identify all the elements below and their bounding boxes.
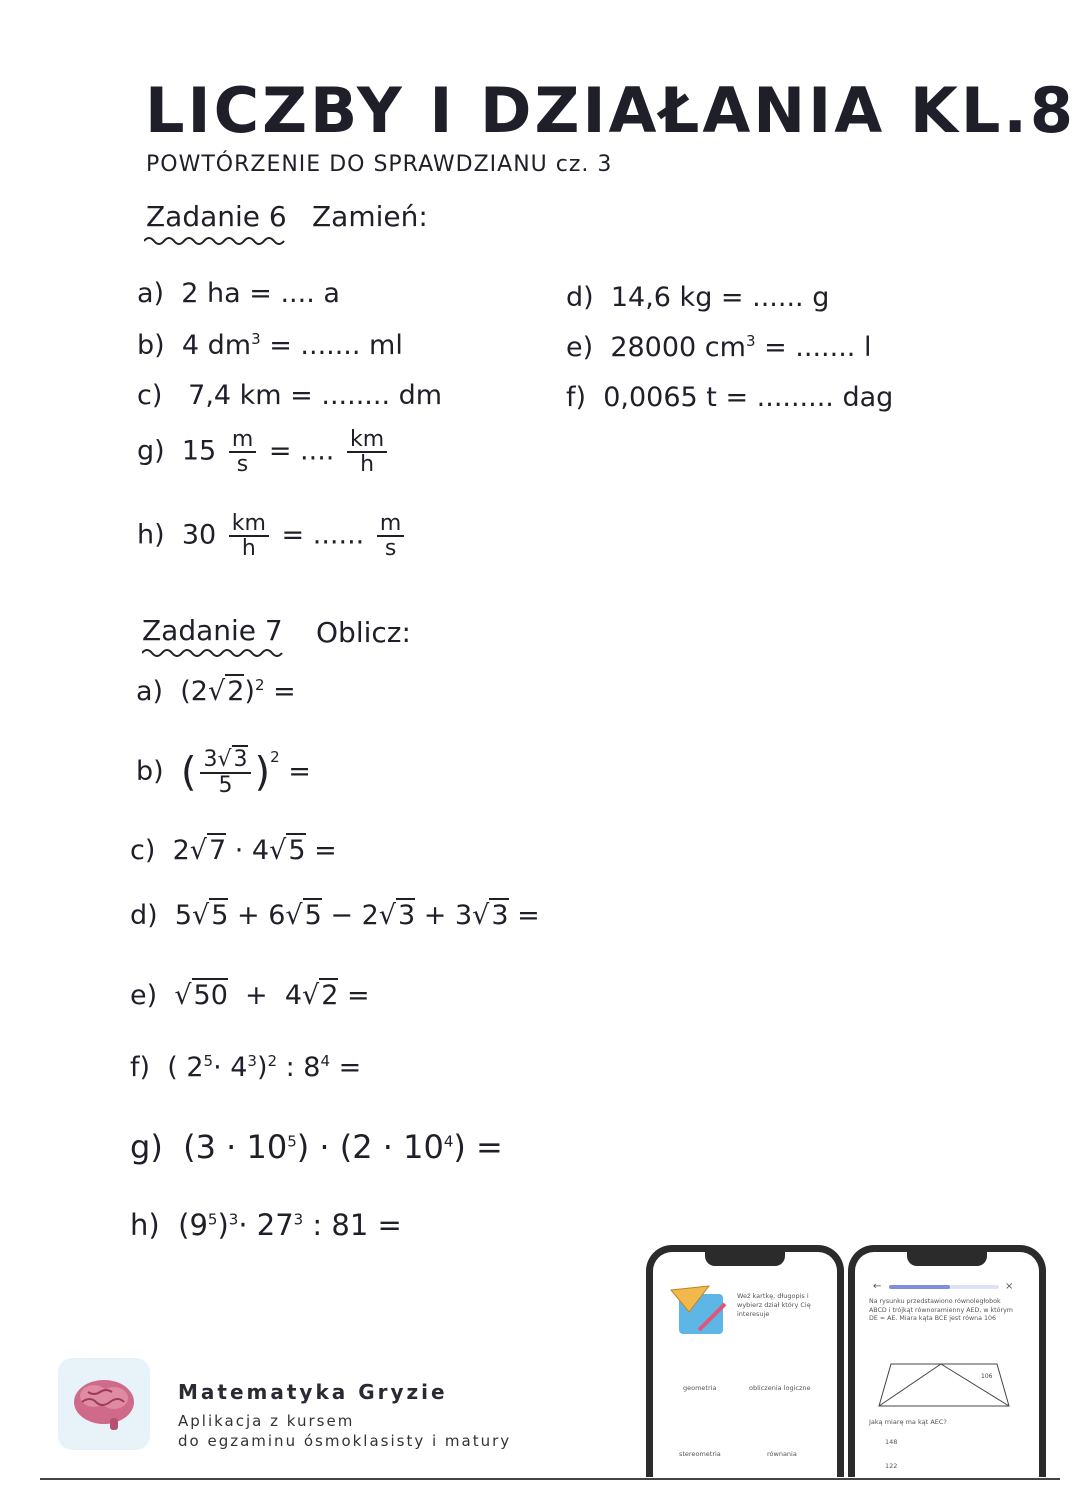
item-label: g) <box>130 1128 163 1166</box>
item-label: g) <box>137 435 165 467</box>
task7-item-c: c) 2√7 · 4√5 = <box>130 835 337 866</box>
item-label: d) <box>566 282 594 313</box>
item-label: a) <box>136 676 164 707</box>
task6-item-f <box>566 382 893 413</box>
footer-divider <box>40 1478 1060 1480</box>
item-number: 30 <box>181 519 217 551</box>
task7-instruction: Oblicz: <box>316 616 411 649</box>
phone2-question: Jaką miarę ma kąt AEC? <box>869 1418 947 1426</box>
unit-fraction: $\frac{km}{h}$ <box>347 428 387 476</box>
phone-notch <box>907 1252 987 1266</box>
item-number: 15 <box>181 435 217 467</box>
answer-option-1[interactable]: 148 <box>885 1438 898 1446</box>
task6-item-e <box>566 332 871 363</box>
task6-underline <box>144 236 286 246</box>
task7-heading: Zadanie 7 <box>142 614 283 647</box>
task7-item-b: b) ( $\frac{3√3}{5}$ )$^2$ = <box>136 747 311 798</box>
task7-underline <box>142 648 284 658</box>
item-exponent: 3 <box>251 330 261 348</box>
item-label: e) <box>130 980 158 1011</box>
task7-item-f: f) ( $2^5\cdot 4^3)^2$ : $8^4$ = <box>130 1052 362 1083</box>
phone1-text: Weź kartkę, długopis i wybierz dział który Cię interesuje <box>737 1292 811 1318</box>
item-expression: 2 ha = .... a <box>181 278 340 309</box>
item-label: b) <box>136 756 164 787</box>
unit-fraction: $\frac{km}{h}$ <box>229 512 269 560</box>
brand-tagline-2: do egzaminu ósmoklasisty i matury <box>178 1432 512 1450</box>
task7-item-e: e) √50 + 4√2 = <box>130 980 370 1011</box>
item-label: f) <box>130 1052 151 1083</box>
task7-item-a: a) $(2√2)^2$ = <box>136 676 296 707</box>
task6-heading: Zadanie 6 <box>146 200 287 233</box>
item-expression: 0,0065 t = ......... dag <box>603 382 894 413</box>
sqrt: 2 <box>227 676 245 707</box>
close-icon[interactable]: × <box>1005 1281 1014 1292</box>
tile-stereometria[interactable]: stereometria <box>679 1450 721 1458</box>
phone-notch <box>705 1252 785 1266</box>
item-label: b) <box>137 330 165 361</box>
brain-logo-icon <box>58 1358 150 1450</box>
item-expression: 7,4 km = ........ dm <box>188 380 443 411</box>
item-label: h) <box>130 1208 160 1242</box>
task6-instruction: Zamień: <box>312 200 428 233</box>
item-label: c) <box>137 380 163 411</box>
angle-label: 106 <box>981 1373 993 1380</box>
brand-tagline-1: Aplikacja z kursem <box>178 1412 355 1430</box>
item-rest: = ....... l <box>755 332 872 363</box>
task7-item-d: d) 5√5 + 6√5 − 2√3 + 3√3 = <box>130 900 540 931</box>
item-rest: = ....... ml <box>260 330 403 361</box>
item-label: d) <box>130 900 158 931</box>
tile-geometria[interactable]: geometria <box>683 1384 717 1392</box>
item-label: a) <box>137 278 165 309</box>
phone2-text: Na rysunku przedstawiono równoległobok ABCD i trójkąt równoramienny AED, w którym DE = AE. Miara kąta BCE jest równa 106 <box>869 1298 1013 1322</box>
item-label: h) <box>137 519 165 551</box>
item-equals: = ...... <box>281 519 373 551</box>
item-base: 28000 cm <box>610 332 746 363</box>
task6-item-h <box>137 512 408 560</box>
phone-mockup-1 <box>646 1245 844 1477</box>
item-base: 4 dm <box>181 330 252 361</box>
task6-item-a <box>137 278 340 309</box>
unit-fraction: $\frac{m}{s}$ <box>229 428 256 476</box>
progress-fill <box>889 1285 950 1289</box>
tile-rownania[interactable]: równania <box>767 1450 797 1458</box>
task6-item-d <box>566 282 829 313</box>
item-label: c) <box>130 835 156 866</box>
task7-item-h: h) $(9^5)^3\cdot 27^3$ : 81 = <box>130 1208 402 1242</box>
item-label: f) <box>566 382 587 413</box>
tile-obliczenia[interactable]: obliczenia logiczne <box>749 1384 811 1392</box>
back-arrow-icon[interactable]: ← <box>873 1281 882 1292</box>
item-expression: 14,6 kg = ...... g <box>610 282 830 313</box>
task7-item-g: g) $(3 \cdot 10^5) \cdot (2 \cdot 10^4)$ = <box>130 1128 503 1166</box>
unit-fraction: $\frac{m}{s}$ <box>377 512 404 560</box>
phone-mockup-2 <box>848 1245 1046 1477</box>
task6-item-g <box>137 428 391 476</box>
fraction: $\frac{3√3}{5}$ <box>200 748 250 796</box>
page-subtitle: POWTÓRZENIE DO SPRAWDZIANU cz. 3 <box>146 152 613 177</box>
item-equals: = .... <box>268 435 343 467</box>
answer-option-2[interactable]: 122 <box>885 1462 898 1470</box>
progress-bar <box>889 1285 999 1289</box>
item-exponent: 3 <box>745 332 756 350</box>
task6-item-b <box>137 330 403 361</box>
item-label: e) <box>566 332 594 363</box>
page-title: LICZBY I DZIAŁANIA KL.8 <box>145 74 1077 147</box>
task6-item-c <box>137 380 442 411</box>
parallelogram-figure <box>869 1356 1019 1412</box>
brand-name: Matematyka Gryzie <box>178 1380 448 1404</box>
geometry-tools-icon <box>669 1282 731 1338</box>
